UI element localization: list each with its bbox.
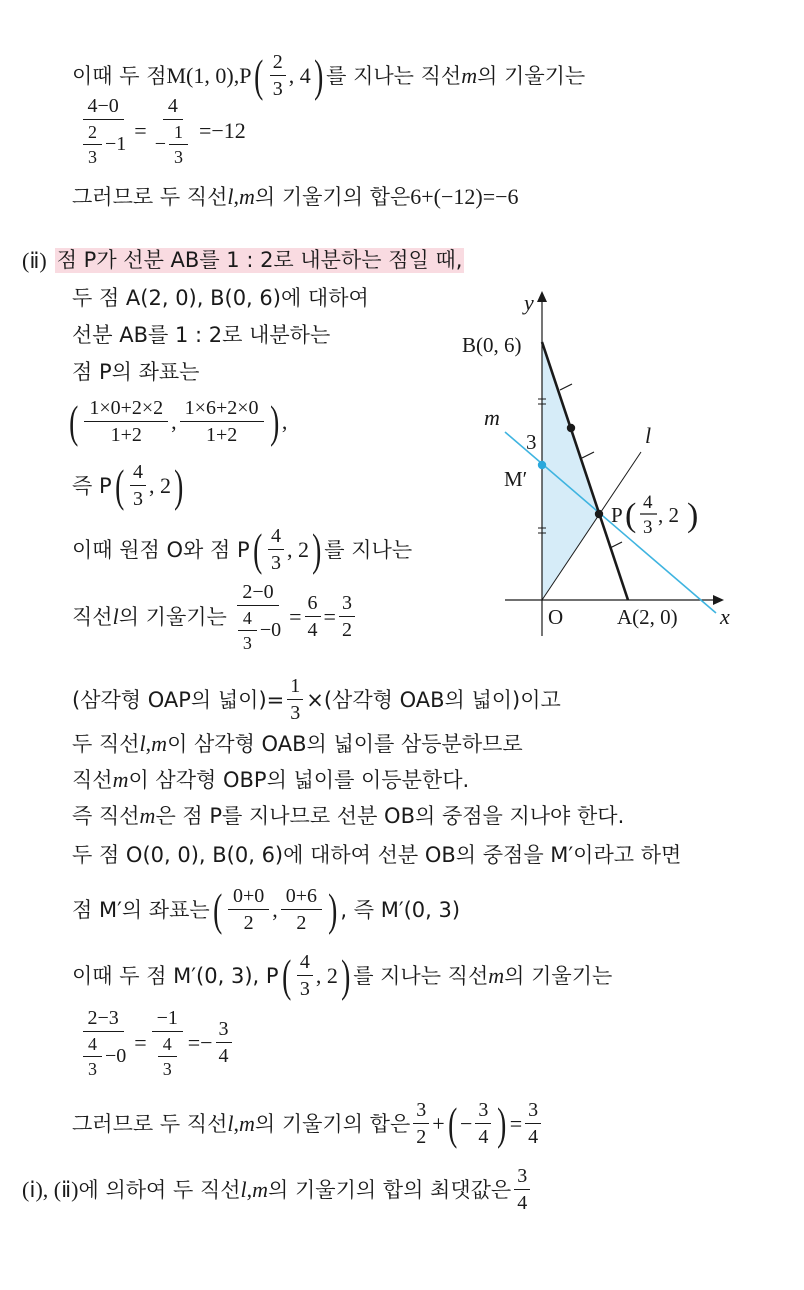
text: 이때 두 점	[72, 63, 167, 88]
fraction: $\frac{1\times 0+2\times 2}{1+2}$	[84, 398, 168, 446]
text-line: 두 점 A(2, 0), B(0, 6)에 대하여	[72, 286, 369, 310]
conclusion-line: (ⅰ), (ⅱ) 에 의하여 두 직선 l , m 의 기울기의 합의 최댓값은 $\frac{3}{4}$	[22, 1166, 533, 1214]
line-m-points-2: 이때 두 점 M′(0, 3), P ( $\frac{4}{3}$ , 2 ) 를 지나는 직선 m 의 기울기는	[72, 950, 613, 1001]
fraction: $\frac{4}{3}$	[268, 526, 284, 574]
text: , 4	[288, 63, 311, 88]
label-P-paren-close: )	[687, 497, 699, 534]
var-l: l	[112, 604, 119, 630]
y-axis-label: y	[524, 290, 534, 315]
label-P-paren-open: (	[625, 497, 637, 534]
label-B: B(0, 6)	[462, 333, 522, 357]
midpoint-formula: 점 M′의 좌표는 ( $\frac{0+0}{2}$ , $\frac{0+6}{2}$ ) , 즉 M′(0, 3)	[72, 884, 461, 935]
text-line: 두 점 O(0, 0), B(0, 6)에 대하여 선분 OB의 중점을 M′이라고 하면	[72, 843, 682, 867]
point-P-label: P	[239, 63, 252, 88]
text-line: 점 P의 좌표는	[72, 360, 200, 384]
point-M-prime	[538, 461, 546, 469]
fraction: $\frac{3}{4}$	[514, 1166, 530, 1214]
fraction: $\frac{3}{4}$	[475, 1100, 491, 1148]
case-label: (ⅰ), (ⅱ)	[22, 1177, 79, 1202]
fraction: $\frac{6}{4}$	[305, 593, 321, 641]
text-line: 직선 m 이 삼각형 OBP의 넓이를 이등분한다.	[72, 767, 470, 792]
fraction: $\frac{4}{3}$	[297, 952, 313, 1000]
x-axis-label: x	[720, 604, 730, 629]
line-l-points: 이때 원점 O와 점 P ( $\frac{4}{3}$ , 2 ) 를 지나는	[72, 524, 413, 575]
fraction: 2−3 $\frac{4}{3}$ −0	[75, 1008, 131, 1079]
sum-line-1: 그러므로 두 직선 l , m 의 기울기의 합은 6+(−12)=−6	[72, 184, 519, 209]
highlighted-heading: 점 P가 선분 AB를 1 : 2로 내분하는 점일 때,	[56, 248, 463, 272]
tick-mark	[560, 384, 572, 390]
text-line: 선분 AB를 1 : 2로 내분하는	[72, 323, 331, 347]
text: ,	[233, 63, 240, 88]
label-P-tail: , 2	[658, 503, 679, 527]
fraction: 4−0 $\frac{2}{3}$ −1	[75, 96, 131, 167]
fraction: $\frac{1}{3}$	[287, 676, 303, 724]
fraction: $\frac{3}{4}$	[525, 1100, 541, 1148]
text-line: 즉 직선 m 은 점 P를 지나므로 선분 OB의 중점을 지나야 한다.	[72, 803, 625, 828]
fraction: $\frac{2}{3}$	[270, 52, 286, 100]
label-O: O	[548, 605, 564, 629]
label-P-den: 3	[643, 517, 653, 538]
fraction: $\frac{4}{3}$	[130, 462, 146, 510]
label-A: A(2, 0)	[617, 605, 678, 629]
text: 를 지나는 직선	[326, 63, 462, 88]
fraction: $\frac{1\times 6+2\times 0}{1+2}$	[180, 398, 264, 446]
label-3: 3	[526, 430, 537, 454]
area-relation: (삼각형 OAP의 넓이)= $\frac{1}{3}$ ×(삼각형 OAB의 넓이)이고	[72, 675, 561, 724]
tick-mark	[582, 452, 594, 458]
point-trisect	[567, 424, 575, 432]
label-P: P	[611, 503, 623, 527]
slope-calc-1	[72, 96, 246, 167]
line-m-points: 이때 두 점 M(1, 0) , P ( $\frac{2}{3}$ , 4 ) 를 지나는 직선 m 의 기울기는	[72, 50, 586, 101]
label-m: m	[484, 405, 500, 430]
point-P-result: 즉 P ( $\frac{4}{3}$ , 2 )	[72, 460, 184, 511]
tick-mark	[610, 542, 622, 548]
var-m: m	[238, 184, 255, 209]
text: =	[134, 118, 147, 144]
sum-value: 6+(−12)=−6	[410, 184, 519, 209]
y-axis-arrow	[537, 291, 547, 302]
var-m: m	[461, 63, 478, 88]
text-line: 두 직선 l , m 이 삼각형 OAB의 넓이를 삼등분하므로	[72, 731, 523, 756]
fraction: $\frac{3}{2}$	[413, 1100, 429, 1148]
label-P-num: 4	[643, 492, 653, 513]
fraction: $\frac{3}{2}$	[339, 593, 355, 641]
coord-P-formula: ( $\frac{1\times 0+2\times 2}{1+2}$ , $\frac{1\times 6+2\times 0}{1+2}$ ) ,	[69, 396, 288, 447]
fraction: $\frac{-1}{\frac{4}{3}}$	[150, 1008, 185, 1079]
text: 의 기울기는	[477, 63, 586, 88]
case-ii-heading	[22, 248, 464, 273]
fraction: $\frac{0+6}{2}$	[281, 886, 322, 934]
sum-line-2: 그러므로 두 직선 l , m 의 기울기의 합은 $\frac{3}{2}$ + ( − $\frac{3}{4}$ ) = $\frac{3}{4}$	[72, 1100, 544, 1148]
coordinate-graph	[450, 280, 780, 640]
text: =−12	[198, 118, 246, 144]
fraction: 2−0 $\frac{4}{3}$ −0	[230, 582, 286, 653]
case-label: (ⅱ)	[22, 247, 47, 273]
slope-l: 직선 l 의 기울기는 2−0 $\frac{4}{3}$ −0 = $\frac{6}{4}$ = $\frac{3}{2}$	[72, 582, 358, 653]
slope-calc-2: 2−3 $\frac{4}{3}$ −0 = $\frac{-1}{\frac{4}{3}}$ =− $\frac{3}{4}$	[72, 1008, 235, 1079]
fraction: 4 − $\frac{1}{3}$	[150, 96, 196, 167]
var-l: l	[227, 184, 234, 209]
label-l: l	[645, 423, 652, 448]
fraction: $\frac{0+0}{2}$	[228, 886, 269, 934]
point-P	[595, 510, 603, 518]
point-M: M(1, 0)	[166, 63, 234, 88]
fraction: $\frac{3}{4}$	[216, 1019, 232, 1067]
label-M-prime: M′	[504, 467, 528, 491]
